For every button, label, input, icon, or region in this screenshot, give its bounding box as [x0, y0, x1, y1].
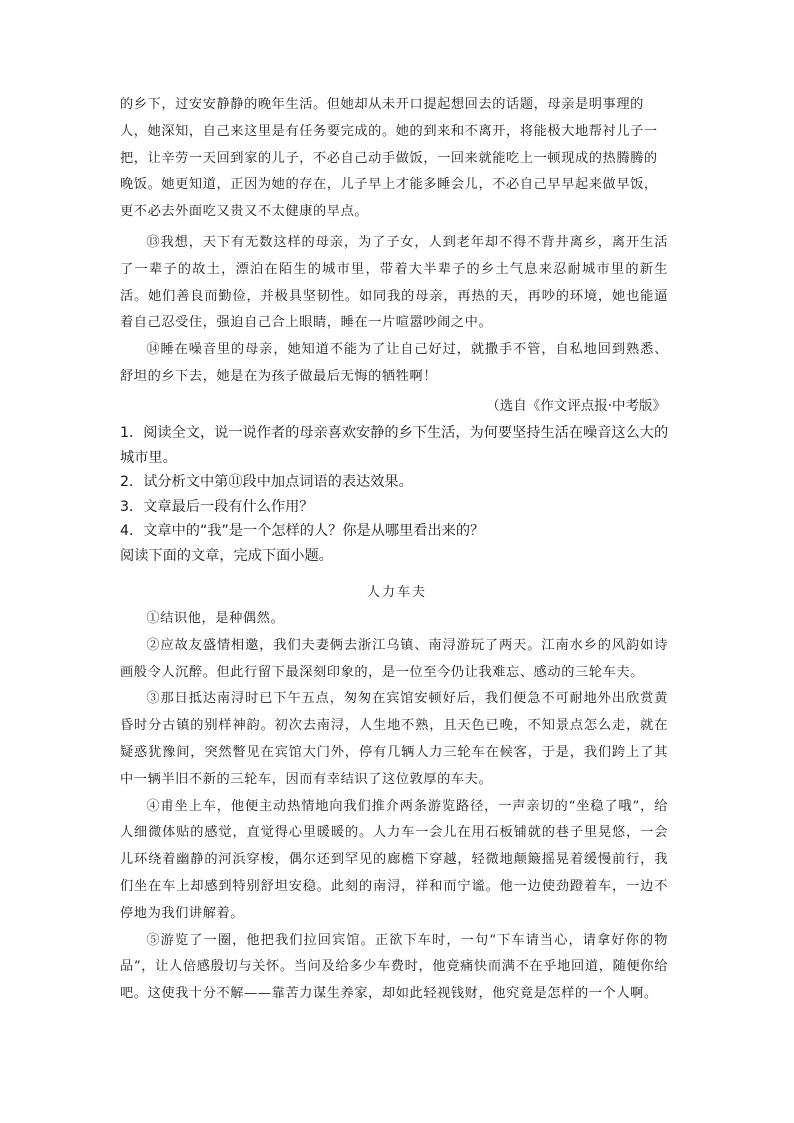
question-3: 3．文章最后一段有什么作用？: [120, 498, 314, 515]
paragraph-13: ⑬我想，天下有无数这样的母亲，为了子女，人到老年却不得不背井离乡，离开生活了一辈子的故土，漂泊在陌生的城市里，带着大半辈子的乡土气息来忍耐城市里的新生活。她们善良而勤俭，并极具坚韧性。如同我的母亲，再热的天，再吵的环境，她也能逼着自己忍受住，强迫自己合上眼睛，睡在一片喧嚣吵闹之中。: [120, 235, 668, 331]
text-line: 把，让辛劳一天回到家的儿子，不必自己动手做饭，一回来就能吃上一顿现成的热腾腾的: [120, 150, 658, 166]
paragraph-5: ⑤游览了一圈，他把我们拉回宾馆。正欲下车时，一句“下车请当心，请拿好你的物品”，让人倍感殷切与关怀。当问及给多少车费时，他竟痛快而满不在乎地回道，随便你给吧。这使我十分不解——靠苦力谋生养家，却如此轻视钱财，他究竟是怎样的一个人啊。: [120, 932, 668, 1002]
paragraph-14: ⑭睡在噪音里的母亲，她知道不能为了让自己好过，就撒手不管，自私地回到熟悉、舒坦的乡下去，她是在为孩子做最后无悔的牺牲啊！: [120, 342, 668, 384]
text-line: 晚饭。她更知道，正因为她的存在，儿子早上才能多睡会儿，不必自己早早起来做早饭，: [120, 177, 658, 193]
source-citation: （选自《作文评点报·中考版》: [486, 398, 666, 414]
paragraph-1: ①结识他，是种偶然。: [146, 611, 285, 626]
passage1-paragraphs: [120, 230, 668, 391]
text-line: 的乡下，过安安静静的晚年生活。但她却从未开口提起想回去的话题，母亲是明事理的: [120, 97, 644, 112]
text-line: 人，她深知，自己来这里是有任务要完成的。她的到来和不离开，将能极大地帮衬儿子一: [120, 123, 658, 139]
text-line: 更不必去外面吃又贵又不太健康的早点。: [120, 204, 369, 220]
question-1: 1．阅读全文，说一说作者的母亲喜欢安静的乡下生活，为何要坚持生活在噪音这么大的城市里。: [120, 425, 669, 466]
paragraph-4: ④甫坐上车，他便主动热情地向我们推介两条游览路径，一声亲切的“坐稳了哦”，给人细微体贴的感觉，直觉得心里暖暖的。人力车一会儿在用石板铺就的巷子里晃悠，一会儿环绕着幽静的河浜穿梭，偶尔还到罕见的廊檐下穿越，轻微地颠簸摇晃着缓慢前行，我们坐在车上却感到特别舒坦安稳。此刻的南浔，祥和而宁谧。他一边使劲蹬着车，一边不停地为我们讲解着。: [120, 798, 668, 921]
passage2-body: [120, 606, 668, 1008]
paragraph-2: ②应故友盛情相邀，我们夫妻俩去浙江乌镇、南浔游玩了两天。江南水乡的风韵如诗画般令人沉醉。但此行留下最深刻印象的，是一位至今仍让我难忘、感动的三轮车夫。: [120, 637, 668, 680]
reading-instruction: 阅读下面的文章，完成下面小题。: [120, 547, 333, 564]
paragraph-3: ③那日抵达南浔时已下午五点，匆匆在宾馆安顿好后，我们便急不可耐地外出欣赏黄昏时分古镇的别样神韵。初次去南浔，人生地不熟，且天色已晚，不知景点怎么走，就在疑惑犹豫间，突然瞥见在宾馆大门外，停有几辆人力三轮车在候客，于是，我们跨上了其中一辆半旧不新的三轮车，因而有幸结识了这位敦厚的车夫。: [120, 691, 668, 787]
question-4: 4．文章中的“我”是一个怎样的人？你是从哪里看出来的？: [120, 523, 485, 540]
question-list: [120, 421, 680, 569]
passage1-continuation: [120, 92, 668, 226]
question-2: 2．试分析文中第⑪段中加点词语的表达效果。: [120, 474, 413, 491]
article-title: 人力车夫: [366, 585, 427, 600]
